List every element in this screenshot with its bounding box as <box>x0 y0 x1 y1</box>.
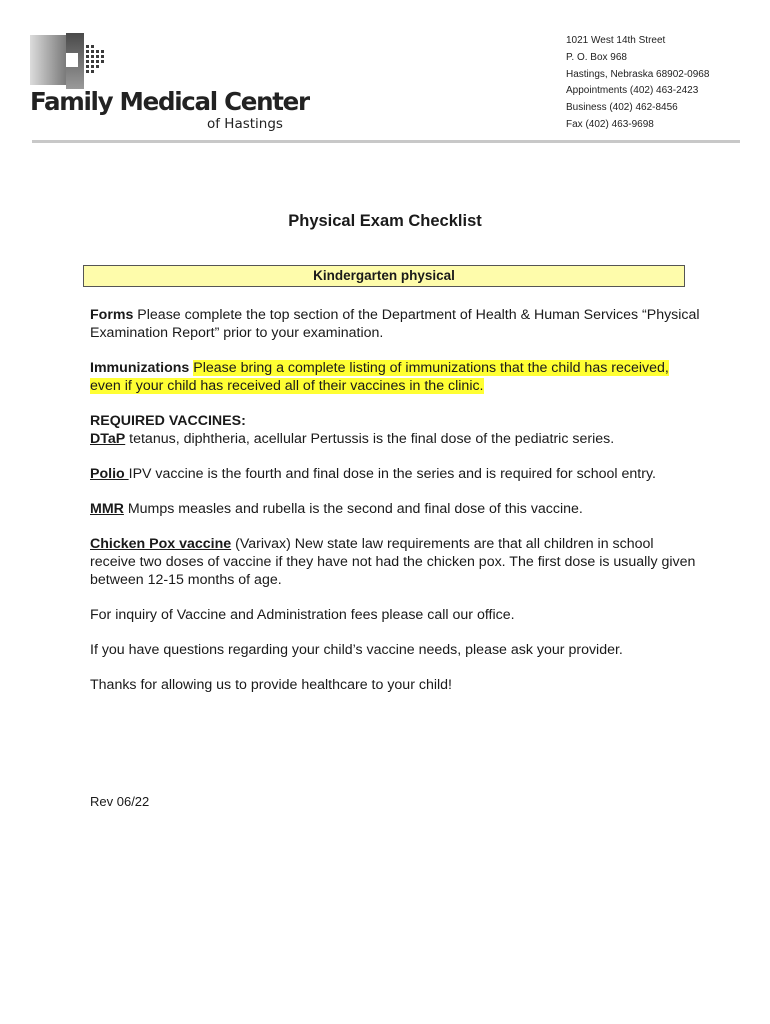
immunizations-label: Immunizations <box>90 360 190 376</box>
dtap-text: tetanus, diphtheria, acellular Pertussis is the final dose of the pediatric series. <box>125 431 615 447</box>
header-divider <box>32 140 740 143</box>
logo-name: Family Medical Center <box>30 87 309 116</box>
mmr-label: MMR <box>90 501 124 517</box>
inquiry-paragraph: For inquiry of Vaccine and Administration fees please call our office. <box>90 607 515 623</box>
chicken-pox-label: Chicken Pox vaccine <box>90 536 232 552</box>
page-title: Physical Exam Checklist <box>288 212 482 230</box>
medical-cross-icon <box>30 33 110 89</box>
polio-text: IPV vaccine is the fourth and final dose in the series and is required for school entry. <box>128 466 656 482</box>
immunizations-highlight: Please bring a complete listing of immunizations that the child has received, even if your child has received all of their vaccines in the clinic. <box>90 360 669 394</box>
immunizations-paragraph <box>90 359 700 395</box>
document-body <box>90 306 700 711</box>
chicken-pox-paragraph <box>90 535 700 589</box>
chicken-pox-text: (Varivax) New state law requirements are that all children in school receive two doses of vaccine if they have not had the chicken pox. The first dose is usually given between 12-15 months of age. <box>90 536 696 588</box>
mmr-paragraph <box>90 500 700 518</box>
revision-note: Rev 06/22 <box>90 794 150 809</box>
address-business: Business (402) 462-8456 <box>566 102 678 114</box>
required-vaccines-paragraph <box>90 412 700 448</box>
address-city: Hastings, Nebraska 68902-0968 <box>566 68 710 80</box>
polio-label: Polio <box>90 466 129 482</box>
forms-label: Forms <box>90 307 134 323</box>
address-fax: Fax (402) 463-9698 <box>566 118 654 130</box>
forms-text: Please complete the top section of the Department of Health & Human Services “Physical Examination Report” prior to your examination. <box>90 307 700 341</box>
address-street: 1021 West 14th Street <box>566 35 666 46</box>
logo-subtitle: of Hastings <box>207 116 283 132</box>
address-po-box: P. O. Box 968 <box>566 51 627 63</box>
thanks-paragraph: Thanks for allowing us to provide healthcare to your child! <box>90 677 452 693</box>
required-heading: REQUIRED VACCINES: <box>90 413 246 429</box>
address-appointments: Appointments (402) 463-2423 <box>566 85 699 97</box>
forms-paragraph <box>90 306 700 342</box>
address-block <box>566 33 709 134</box>
mmr-text: Mumps measles and rubella is the second and final dose of this vaccine. <box>123 501 583 517</box>
polio-paragraph <box>90 465 700 483</box>
section-banner: Kindergarten physical <box>83 265 685 287</box>
dtap-label: DTaP <box>90 431 126 447</box>
logo <box>30 33 309 133</box>
questions-paragraph: If you have questions regarding your child’s vaccine needs, please ask your provider. <box>90 642 623 658</box>
